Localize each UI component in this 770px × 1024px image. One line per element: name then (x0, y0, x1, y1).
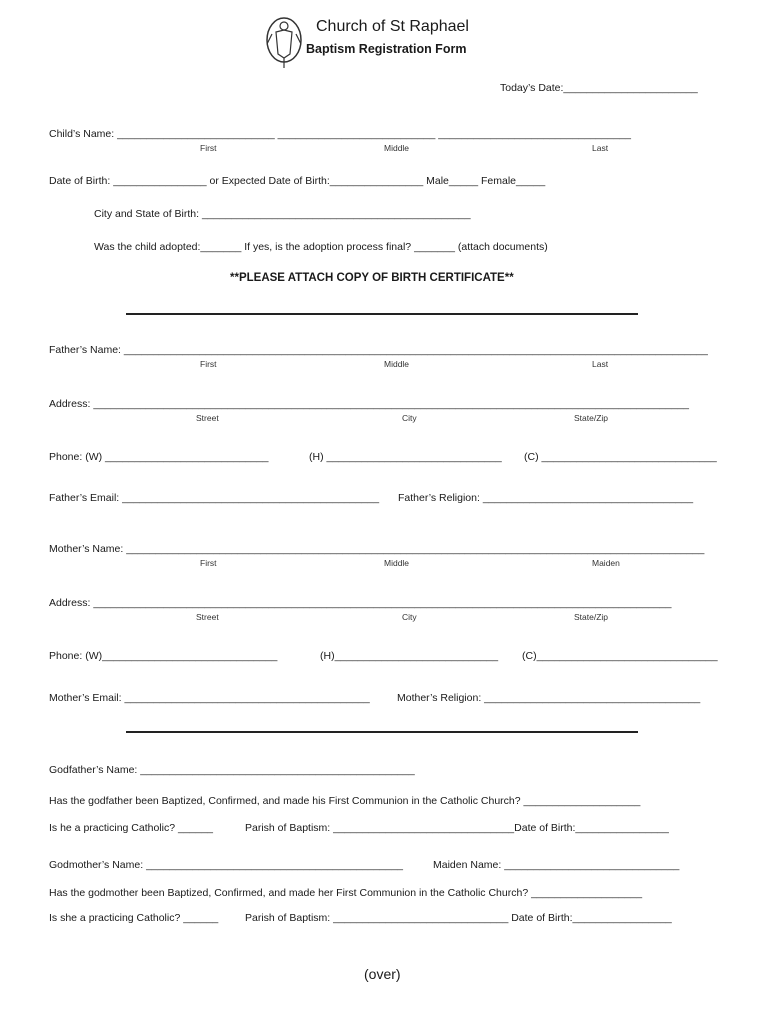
mother-name-field[interactable]: Mother’s Name: ___________________________________________________________________________________________________ (49, 543, 705, 555)
father-name-field[interactable]: Father’s Name: ____________________________________________________________________________________________________ (49, 344, 708, 356)
godfather-practicing-field[interactable]: Is he a practicing Catholic? ______ (49, 822, 214, 834)
child-first-label: First (200, 143, 217, 153)
section-divider (126, 313, 638, 315)
godfather-name-field[interactable]: Godfather’s Name: _______________________________________________ (49, 764, 415, 776)
mother-city-label: City (402, 612, 417, 622)
child-name-field[interactable]: Child’s Name: ___________________________ ___________________________ _________________________________ (49, 128, 631, 140)
mother-religion-field[interactable]: Mother’s Religion: _____________________________________ (397, 692, 701, 704)
father-phone-home-field[interactable]: (H) ______________________________ (309, 451, 502, 463)
father-middle-label: Middle (384, 359, 410, 369)
mother-middle-label: Middle (384, 558, 410, 568)
mother-statezip-label: State/Zip (574, 612, 609, 622)
mother-phone-work-field[interactable]: Phone: (W)______________________________ (49, 650, 278, 662)
page-title: Church of St Raphael (316, 18, 469, 35)
mother-street-label: Street (196, 612, 219, 622)
mother-email-field[interactable]: Mother’s Email: __________________________________________ (49, 692, 370, 704)
godmother-practicing-field[interactable]: Is she a practicing Catholic? ______ (49, 912, 219, 924)
birth-certificate-notice: **PLEASE ATTACH COPY OF BIRTH CERTIFICATE** (230, 272, 514, 284)
godmother-sacraments-field[interactable]: Has the godmother been Baptized, Confirmed, and made her First Communion in the Catholic Church? ___________________ (49, 887, 643, 899)
father-first-label: First (200, 359, 217, 369)
father-last-label: Last (592, 359, 609, 369)
mother-address-field[interactable]: Address: ___________________________________________________________________________________________________ (49, 597, 672, 609)
father-street-label: Street (196, 413, 219, 423)
todays-date-field[interactable]: Today’s Date:_______________________ (500, 82, 698, 94)
godmother-name-field[interactable]: Godmother’s Name: ____________________________________________ (49, 859, 404, 871)
city-state-birth-field[interactable]: City and State of Birth: ______________________________________________ (94, 208, 471, 220)
form-subtitle: Baptism Registration Form (306, 42, 467, 56)
mother-phone-home-field[interactable]: (H)____________________________ (320, 650, 499, 662)
godmother-maiden-field[interactable]: Maiden Name: ______________________________ (433, 859, 680, 871)
father-religion-field[interactable]: Father’s Religion: ____________________________________ (398, 492, 694, 504)
mother-first-label: First (200, 558, 217, 568)
father-phone-cell-field[interactable]: (C) ______________________________ (524, 451, 717, 463)
mother-phone-cell-field[interactable]: (C)_______________________________ (522, 650, 718, 662)
godfather-sacraments-field[interactable]: Has the godfather been Baptized, Confirmed, and made his First Communion in the Catholic Church? ____________________ (49, 795, 641, 807)
godfather-parish-field[interactable]: Parish of Baptism: _______________________________Date of Birth:________________ (245, 822, 669, 834)
church-logo-icon (264, 14, 304, 70)
over-note: (over) (364, 966, 401, 982)
section-divider (126, 731, 638, 733)
mother-maiden-label: Maiden (592, 558, 620, 568)
child-middle-label: Middle (384, 143, 410, 153)
godmother-parish-field[interactable]: Parish of Baptism: ______________________________ Date of Birth:_________________ (245, 912, 672, 924)
father-city-label: City (402, 413, 417, 423)
child-dob-field[interactable]: Date of Birth: ________________ or Expected Date of Birth:________________ Male_____ Female_____ (49, 175, 546, 187)
father-phone-work-field[interactable]: Phone: (W) ____________________________ (49, 451, 269, 463)
father-address-field[interactable]: Address: ______________________________________________________________________________________________________ (49, 398, 689, 410)
father-email-field[interactable]: Father’s Email: ____________________________________________ (49, 492, 380, 504)
father-statezip-label: State/Zip (574, 413, 609, 423)
child-last-label: Last (592, 143, 609, 153)
adopted-field[interactable]: Was the child adopted:_______ If yes, is the adoption process final? _______ (attach documents) (94, 241, 548, 253)
